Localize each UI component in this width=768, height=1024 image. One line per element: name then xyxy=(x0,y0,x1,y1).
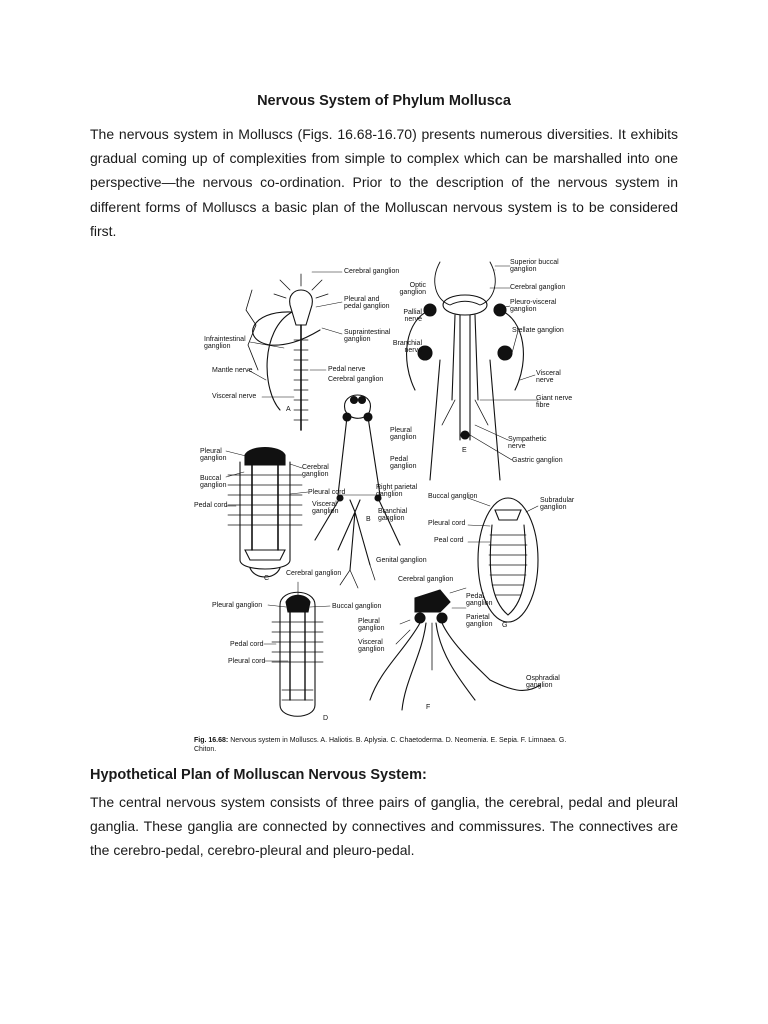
label-d-cerebral: Cerebral ganglion xyxy=(286,570,342,577)
label-d-pleural-cord: Pleural cord xyxy=(228,658,266,665)
letter-a: A xyxy=(286,406,291,413)
label-a-infraintestinal: Infraintestinal ganglion xyxy=(204,336,246,351)
label-c-pleural-cord: Pleural cord xyxy=(308,489,346,496)
label-c-cerebral: Cerebral ganglion xyxy=(302,464,329,479)
letter-c: C xyxy=(264,575,270,582)
label-a-pleural-pedal: Pleural and pedal ganglion xyxy=(344,296,390,311)
label-b-cerebral: Cerebral ganglion xyxy=(328,376,384,383)
letter-b: B xyxy=(366,516,371,523)
label-g-pleural-cord: Pleural cord xyxy=(428,520,466,527)
caption-label: Fig. 16.68: xyxy=(194,737,229,744)
figure-caption xyxy=(194,736,584,754)
label-a-pedal-nerve: Pedal nerve xyxy=(328,366,366,373)
body-paragraph: The central nervous system consists of three pairs of ganglia, the cerebral, pedal and pleural ganglia. These ganglia are connected by connectives and commissures. The connectives are the cerebro-pedal, cerebro-pleural and pleuro-pedal. xyxy=(90,794,678,859)
label-c-pleural: Pleural ganglion xyxy=(200,448,227,463)
diagram-c-chaetoderma xyxy=(226,448,308,578)
label-g-peal-cord: Peal cord xyxy=(434,537,464,544)
label-e-branchial: Branchial nerve xyxy=(392,340,422,355)
label-e-cerebral: Cerebral ganglion xyxy=(510,284,566,291)
label-f-visceral: Visceral ganglion xyxy=(358,639,385,654)
label-c-buccal: Buccal ganglion xyxy=(200,475,227,490)
page-title: Nervous System of Phylum Mollusca xyxy=(257,93,511,109)
label-a-mantle: Mantle nerve xyxy=(212,367,253,374)
label-d-buccal: Buccal ganglion xyxy=(332,603,382,610)
letter-d: D xyxy=(323,715,329,722)
label-e-sympathetic: Sympathetic nerve xyxy=(508,436,547,451)
diagram-d-neomenia xyxy=(264,582,330,716)
label-f-osphradial: Osphradial ganglion xyxy=(526,675,560,690)
label-e-visceral-nerve: Visceral nerve xyxy=(536,370,561,385)
section-heading: Hypothetical Plan of Molluscan Nervous System: xyxy=(90,767,427,783)
label-g-subradular: Subradular ganglion xyxy=(540,497,575,512)
letter-f: F xyxy=(426,704,431,711)
label-e-pallial: Pallial nerve xyxy=(403,309,422,324)
label-f-cerebral: Cerebral ganglion xyxy=(398,576,454,583)
label-b-pedal: Pedal ganglion xyxy=(390,456,417,471)
label-d-pedal-cord: Pedal cord xyxy=(230,641,264,648)
label-b-right-parietal: Right parietal ganglion xyxy=(376,484,418,499)
label-f-parietal: Parietal ganglion xyxy=(466,614,493,629)
label-b-visceral: Visceral ganglion xyxy=(312,501,339,516)
label-e-gastric: Gastric ganglion xyxy=(512,457,563,464)
label-a-cerebral: Cerebral ganglion xyxy=(344,268,400,275)
label-b-genital: Genital ganglion xyxy=(376,557,427,564)
label-b-pleural: Pleural ganglion xyxy=(390,427,417,442)
label-d-pleural: Pleural ganglion xyxy=(212,602,263,609)
label-g-buccal: Buccal ganglion xyxy=(428,493,478,500)
label-e-stellate: Stellate ganglion xyxy=(512,327,564,334)
letter-e: E xyxy=(462,447,467,454)
diagram-f-limnaea xyxy=(370,588,540,710)
label-e-pleuro-visceral: Pleuro-visceral ganglion xyxy=(510,299,557,314)
figure xyxy=(190,250,590,760)
label-e-giant: Giant nerve fibre xyxy=(536,395,573,410)
label-f-pedal: Pedal ganglion xyxy=(466,593,493,608)
label-a-visceral-nerve: Visceral nerve xyxy=(212,393,257,400)
letter-g: G xyxy=(502,622,508,629)
label-e-optic: Optic ganglion xyxy=(399,282,426,297)
label-f-pleural: Pleural ganglion xyxy=(358,618,385,633)
label-e-superior-buccal: Superior buccal ganglion xyxy=(510,259,559,274)
label-c-pedal-cord: Pedal cord xyxy=(194,502,228,509)
intro-paragraph: The nervous system in Molluscs (Figs. 16.68-16.70) presents numerous diversities. It exhibits gradual coming up of complexities from simple to complex which can be marshalled into one perspective—the nervous co-ordination. Prior to the description of the nervous system in different forms of Molluscs a basic plan of the Molluscan nervous system is to be considered first. xyxy=(90,126,678,239)
caption-text: Nervous system in Molluscs. A. Haliotis. B. Aplysia. C. Chaetoderma. D. Neomenia. E. Sepia. F. Limnaea. G. Chiton. xyxy=(194,737,567,753)
label-b-branchial: Branchial ganglion xyxy=(378,508,408,523)
label-a-supraintestinal: Supraintestinal ganglion xyxy=(344,329,391,344)
